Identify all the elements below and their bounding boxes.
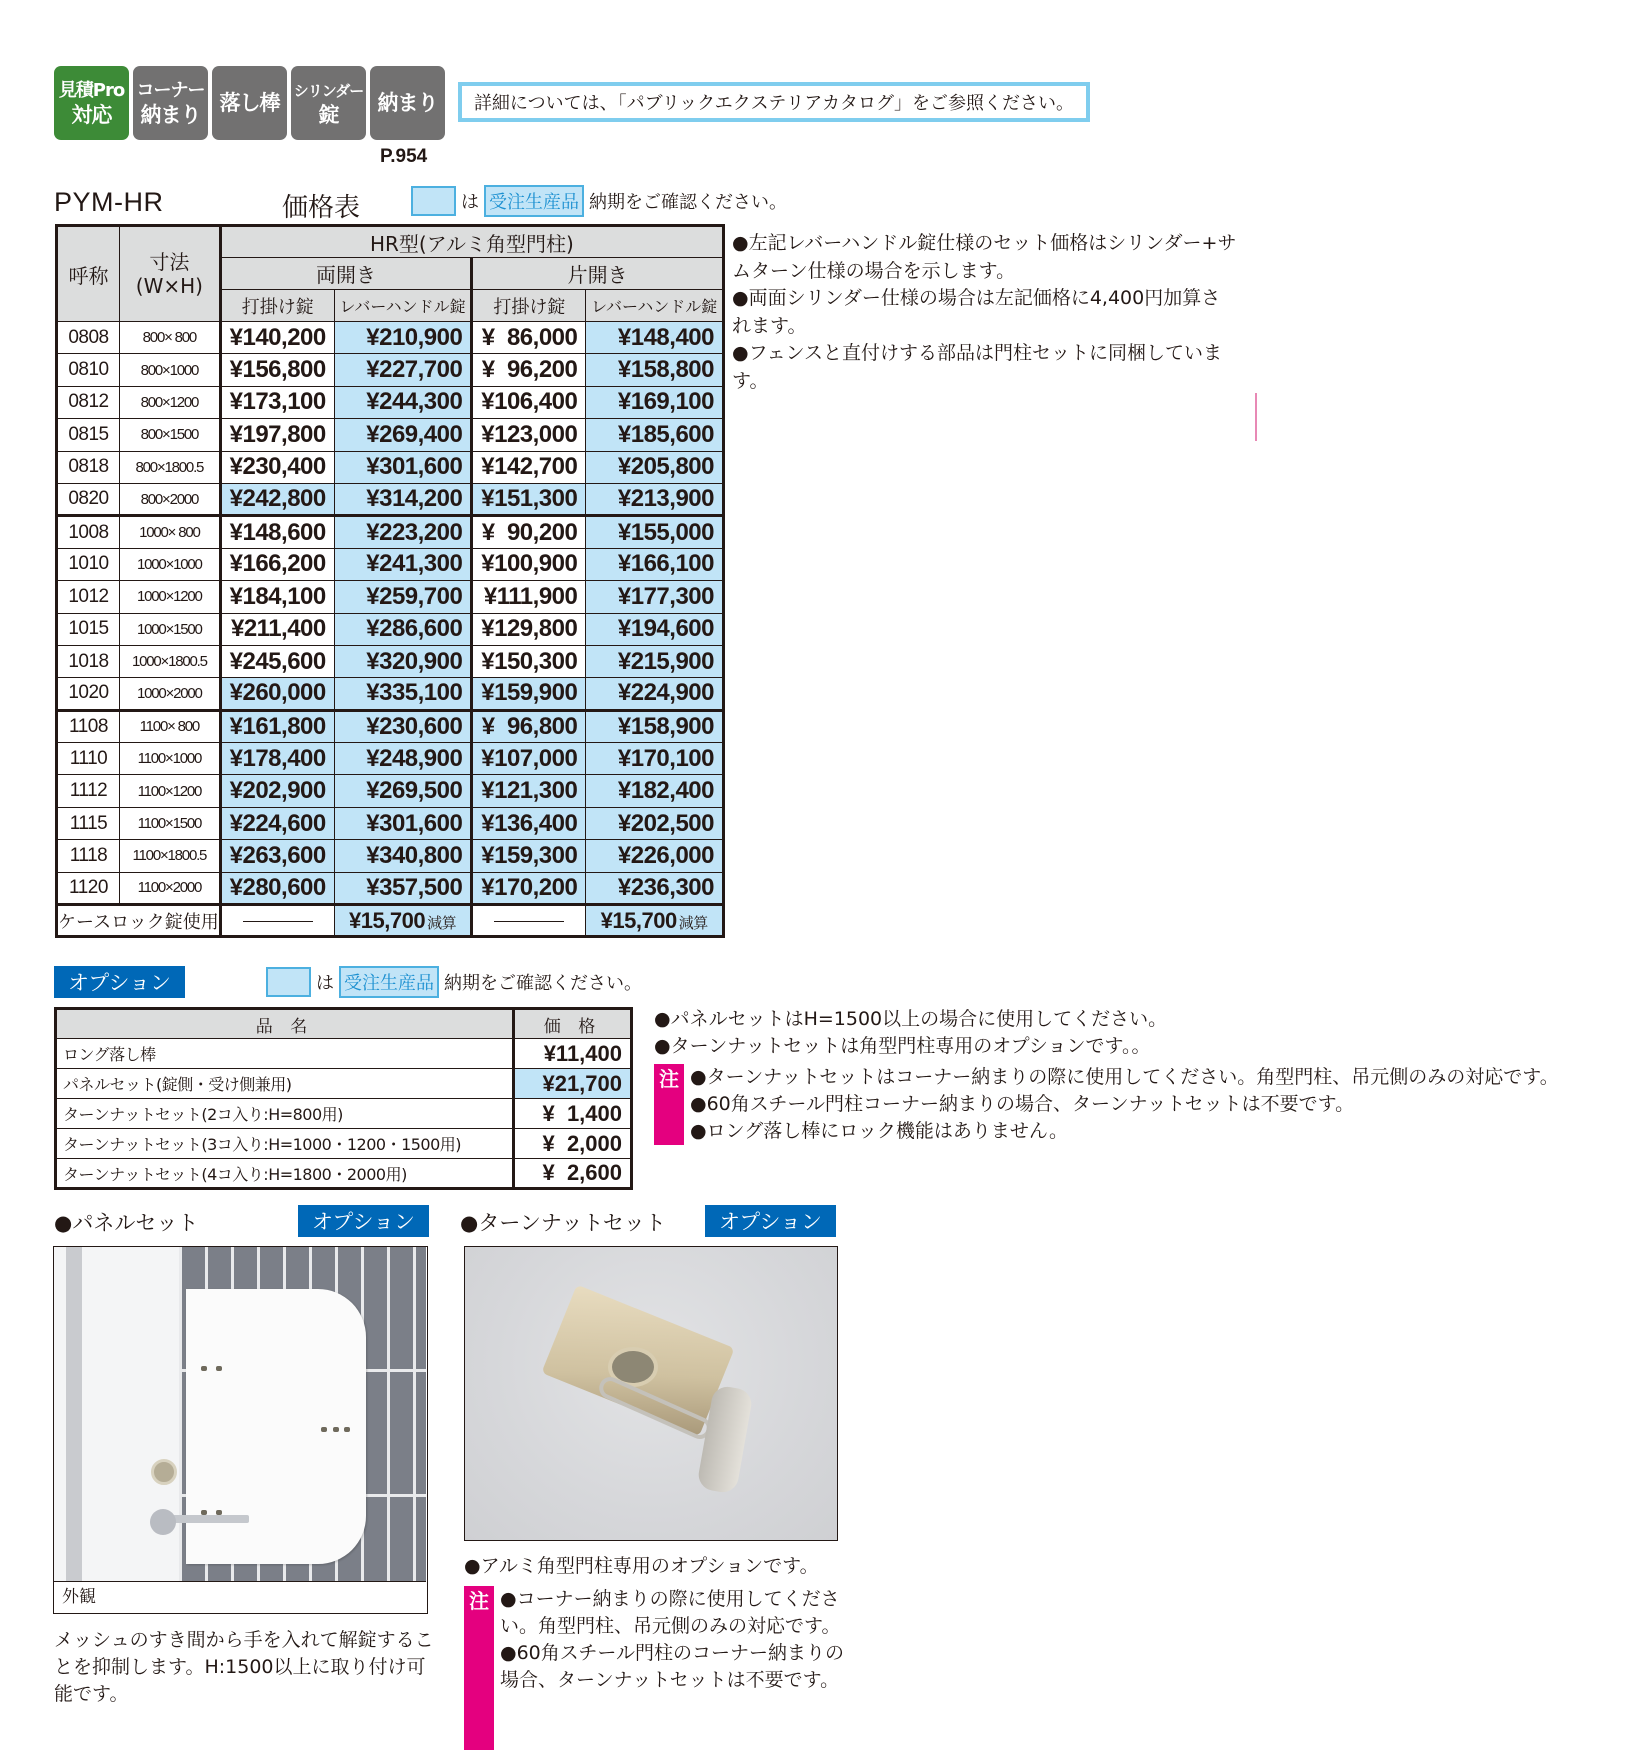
row-size: 1000×1500 [119,613,220,645]
row-price: ¥178,400 [220,743,334,775]
badge-line: シリンダー [293,82,364,100]
table-row [57,322,724,354]
row-size: 1100× 800 [119,710,220,742]
made-to-order-tag: 受注生産品 [484,185,584,217]
margin-marker [1255,393,1257,441]
row-price: ¥170,200 [472,872,586,904]
row-price: ¥205,800 [586,451,724,483]
caution-item: ●60角スチール門柱のコーナー納まりの場合、ターンナットセットは不要です。 [500,1642,844,1691]
header-size-line2: (W×H) [135,274,203,298]
row-price: ¥158,800 [586,354,724,386]
row-price: ¥159,300 [472,840,586,872]
header-group: HR型(アルミ角型門柱) [220,226,723,258]
header-size-line1: 寸法 [149,250,190,274]
row-size: 800×1500 [119,419,220,451]
option-price: ¥ 1,400 [514,1099,632,1129]
row-size: 1100×1800.5 [119,840,220,872]
row-price: ¥245,600 [220,645,334,677]
row-code: 0810 [57,354,120,386]
row-price: ¥244,300 [334,386,472,418]
row-price: ¥106,400 [472,386,586,418]
table-row [57,872,724,904]
header-sub: レバーハンドル錠 [334,290,472,322]
option-name: ターンナットセット(4コ入り:H=1800・2000用) [56,1159,514,1189]
row-price: ¥242,800 [220,483,334,515]
badge-corner [133,66,208,140]
row-code: 0808 [57,322,120,354]
row-price: ¥107,000 [472,743,586,775]
badge-line: 納まり [377,91,438,115]
row-code: 1018 [57,645,120,677]
badge-line: 錠 [318,103,339,127]
table-row [57,548,724,580]
row-price: ¥177,300 [586,581,724,613]
header-code: 呼称 [57,226,120,322]
row-price: ¥260,000 [220,678,334,710]
option-name: パネルセット(錠側・受け側兼用) [56,1069,514,1099]
option-header: オプション [54,966,185,998]
header-size [119,226,220,322]
header-single: 片開き [472,258,724,290]
row-price: ¥269,400 [334,419,472,451]
lever-handle-icon [164,1515,249,1523]
row-code: 1020 [57,678,120,710]
option-price: ¥11,400 [514,1039,632,1069]
row-price: ¥140,200 [220,322,334,354]
row-size: 800× 800 [119,322,220,354]
table-row [57,354,724,386]
row-code: 1110 [57,743,120,775]
badge-line: 納まり [140,103,201,127]
row-price: ¥286,600 [334,613,472,645]
highlight-swatch [266,967,311,997]
row-size: 1100×1500 [119,807,220,839]
row-price: ¥224,600 [220,807,334,839]
row-price: ¥148,400 [586,322,724,354]
row-price: ¥197,800 [220,419,334,451]
note-item: ●ターンナットセットは角型門柱専用のオプションです。。 [654,1035,1151,1057]
badge-drop-bar [212,66,287,140]
badge-line: 落し棒 [219,91,280,115]
row-code: 1012 [57,581,120,613]
row-price: ¥241,300 [334,548,472,580]
row-code: 1118 [57,840,120,872]
badge-fitting [370,66,445,140]
price-unit: 減算 [678,914,708,932]
table-row [56,1129,632,1159]
row-price: ¥259,700 [334,581,472,613]
row-size: 800×2000 [119,483,220,515]
row-size: 800×1200 [119,386,220,418]
row-price: ¥166,100 [586,548,724,580]
row-price: ¥248,900 [334,743,472,775]
row-price: ¥280,600 [220,872,334,904]
row-code: 1115 [57,807,120,839]
table-row [57,743,724,775]
row-size: 800×1000 [119,354,220,386]
panel-set-title: ●パネルセット [54,1211,199,1235]
row-price: ¥150,300 [472,645,586,677]
header-sub: レバーハンドル錠 [586,290,724,322]
made-to-order-legend [411,185,787,217]
row-price: ¥335,100 [334,678,472,710]
row-code: 0812 [57,386,120,418]
handle-base-icon [150,1509,176,1535]
table-row [57,581,724,613]
row-price: ¥357,500 [334,872,472,904]
row-code: 1112 [57,775,120,807]
row-price: ¥159,900 [472,678,586,710]
highlight-swatch [411,186,456,216]
caution-icon: 注 [464,1586,494,1750]
row-size: 1000×1800.5 [119,645,220,677]
header-double: 両開き [220,258,472,290]
row-price: ¥185,600 [586,419,724,451]
table-row [57,483,724,515]
price-value: ¥15,700 [600,907,677,933]
row-price: ¥156,800 [220,354,334,386]
row-price: ¥111,900 [472,581,586,613]
row-code: 0818 [57,451,120,483]
empty-cell [472,905,586,937]
option-name: ターンナットセット(2コ入り:H=800用) [56,1099,514,1129]
row-price: ¥230,400 [220,451,334,483]
price-value: ¥15,700 [349,907,426,933]
row-size: 800×1800.5 [119,451,220,483]
row-size: 1000× 800 [119,516,220,548]
row-price: ¥269,500 [334,775,472,807]
case-lock-single-price [586,905,724,937]
row-price: ¥194,600 [586,613,724,645]
row-price: ¥215,900 [586,645,724,677]
table-row [57,613,724,645]
row-price: ¥301,600 [334,807,472,839]
badge-mitsumori-pro [54,66,129,140]
case-lock-row [57,905,724,937]
row-price: ¥155,000 [586,516,724,548]
price-table-title: 価格表 [282,193,361,223]
row-price: ¥169,100 [586,386,724,418]
row-price: ¥226,000 [586,840,724,872]
screw-icon [321,1427,327,1432]
feature-badges [54,66,445,140]
note-item: ●パネルセットはH=1500以上の場合に使用してください。 [654,1008,1168,1030]
case-lock-label: ケースロック錠使用 [57,905,221,937]
table-row [57,710,724,742]
table-row [57,678,724,710]
caution-item: ●60角スチール門柱コーナー納まりの場合、ターンナットセットは不要です。 [690,1093,1355,1115]
panel-set-photo [54,1247,426,1581]
row-price: ¥314,200 [334,483,472,515]
badge-cylinder-lock [291,66,366,140]
table-row [57,807,724,839]
price-unit: 減算 [427,914,457,932]
row-price: ¥230,600 [334,710,472,742]
case-lock-double-price [334,905,472,937]
page-reference: P.954 [380,146,428,167]
catalog-info-box: 詳細については、「パブリックエクステリアカタログ」をご参照ください。 [458,82,1090,122]
row-code: 1008 [57,516,120,548]
header-sub: 打掛け錠 [220,290,334,322]
caution-body [494,1586,844,1750]
badge-line: 対応 [71,103,112,127]
panel-set-figure [53,1246,428,1614]
note-item: ●左記レバーハンドル錠仕様のセット価格はシリンダー+サムターン仕様の場合を示します。 [732,232,1237,282]
row-size: 1100×1000 [119,743,220,775]
row-price: ¥184,100 [220,581,334,613]
gate-post [66,1247,82,1581]
model-name: PYM-HR [54,187,164,217]
legend-ha: は [461,192,479,213]
row-price: ¥ 90,200 [472,516,586,548]
row-price: ¥ 96,200 [472,354,586,386]
row-price: ¥148,600 [220,516,334,548]
made-to-order-legend [266,966,642,998]
table-row [57,840,724,872]
row-price: ¥301,600 [334,451,472,483]
row-price: ¥158,900 [586,710,724,742]
turn-nut-option-tag: オプション [705,1205,836,1237]
turn-nut-photo [464,1246,838,1541]
row-size: 1100×1200 [119,775,220,807]
panel-set-option-tag: オプション [298,1205,429,1237]
panel-photo-caption: 外観 [54,1581,426,1613]
caution-block [654,1064,1559,1145]
option-name: ロング落し棒 [56,1039,514,1069]
turn-nut-notes [464,1553,844,1750]
row-price: ¥320,900 [334,645,472,677]
caution-body [684,1064,1559,1145]
table-row [57,419,724,451]
table-row [57,451,724,483]
row-code: 1120 [57,872,120,904]
row-price: ¥123,000 [472,419,586,451]
table-row [56,1099,632,1129]
header-sub: 打掛け錠 [472,290,586,322]
note-item: ●アルミ角型門柱専用のオプションです。 [464,1555,819,1577]
made-to-order-tag: 受注生産品 [339,966,439,998]
panel-set-description: メッシュのすき間から手を入れて解錠することを抑制します。H:1500以上に取り付け可能です。 [54,1629,434,1705]
caution-item: ●コーナー納まりの際に使用してください。角型門柱、吊元側のみの対応です。 [500,1588,841,1637]
table-row [56,1069,632,1099]
option-price: ¥ 2,600 [514,1159,632,1189]
caution-item: ●ターンナットセットはコーナー納まりの際に使用してください。角型門柱、吊元側のみの対応です。 [690,1066,1559,1088]
badge-line: コーナー [136,80,205,101]
row-price: ¥202,500 [586,807,724,839]
badge-line: 見積Pro [58,80,125,101]
row-price: ¥173,100 [220,386,334,418]
row-price: ¥151,300 [472,483,586,515]
screw-icon [216,1366,222,1371]
cylinder-lock-icon [151,1459,177,1485]
row-size: 1000×1000 [119,548,220,580]
option-name: ターンナットセット(3コ入り:H=1000・1200・1500用) [56,1129,514,1159]
row-price: ¥182,400 [586,775,724,807]
row-size: 1000×1200 [119,581,220,613]
row-price: ¥121,300 [472,775,586,807]
row-price: ¥236,300 [586,872,724,904]
row-size: 1000×2000 [119,678,220,710]
row-price: ¥166,200 [220,548,334,580]
row-price: ¥129,800 [472,613,586,645]
option-price: ¥21,700 [514,1069,632,1099]
row-code: 1015 [57,613,120,645]
row-code: 1010 [57,548,120,580]
note-item: ●両面シリンダー仕様の場合は左記価格に4,400円加算されます。 [732,287,1221,337]
row-size: 1100×2000 [119,872,220,904]
screw-icon [333,1427,339,1432]
legend-text: 納期をご確認ください。 [589,192,787,213]
row-price: ¥161,800 [220,710,334,742]
caution-block [464,1586,844,1750]
row-price: ¥ 86,000 [472,322,586,354]
empty-cell [220,905,334,937]
screw-icon [344,1427,350,1432]
table-row [56,1159,632,1189]
row-price: ¥340,800 [334,840,472,872]
price-notes [732,230,1237,395]
option-notes [654,1006,1559,1145]
option-price: ¥ 2,000 [514,1129,632,1159]
row-code: 0820 [57,483,120,515]
header-price: 価 格 [514,1009,632,1039]
row-price: ¥210,900 [334,322,472,354]
legend-ha: は [316,973,334,994]
row-price: ¥223,200 [334,516,472,548]
row-code: 1108 [57,710,120,742]
row-price: ¥227,700 [334,354,472,386]
row-price: ¥142,700 [472,451,586,483]
row-price: ¥100,900 [472,548,586,580]
row-code: 0815 [57,419,120,451]
row-price: ¥213,900 [586,483,724,515]
row-price: ¥170,100 [586,743,724,775]
legend-text: 納期をご確認ください。 [444,973,642,994]
option-table [54,1007,633,1190]
note-item: ●フェンスと直付けする部品は門柱セットに同梱しています。 [732,342,1223,392]
screw-icon [201,1366,207,1371]
row-price: ¥136,400 [472,807,586,839]
table-row [57,645,724,677]
row-price: ¥224,900 [586,678,724,710]
row-price: ¥263,600 [220,840,334,872]
header-item-name: 品 名 [56,1009,514,1039]
table-row [57,386,724,418]
row-price: ¥202,900 [220,775,334,807]
turn-nut-set-title: ●ターンナットセット [460,1211,666,1235]
option-rows [56,1039,632,1189]
row-price: ¥211,400 [220,613,334,645]
caution-item: ●ロング落し棒にロック機能はありません。 [690,1120,1068,1142]
table-row [57,516,724,548]
table-row [57,775,724,807]
table-row [56,1039,632,1069]
caution-icon: 注 [654,1064,684,1145]
row-price: ¥ 96,800 [472,710,586,742]
price-rows [57,322,724,905]
price-table [55,224,725,938]
